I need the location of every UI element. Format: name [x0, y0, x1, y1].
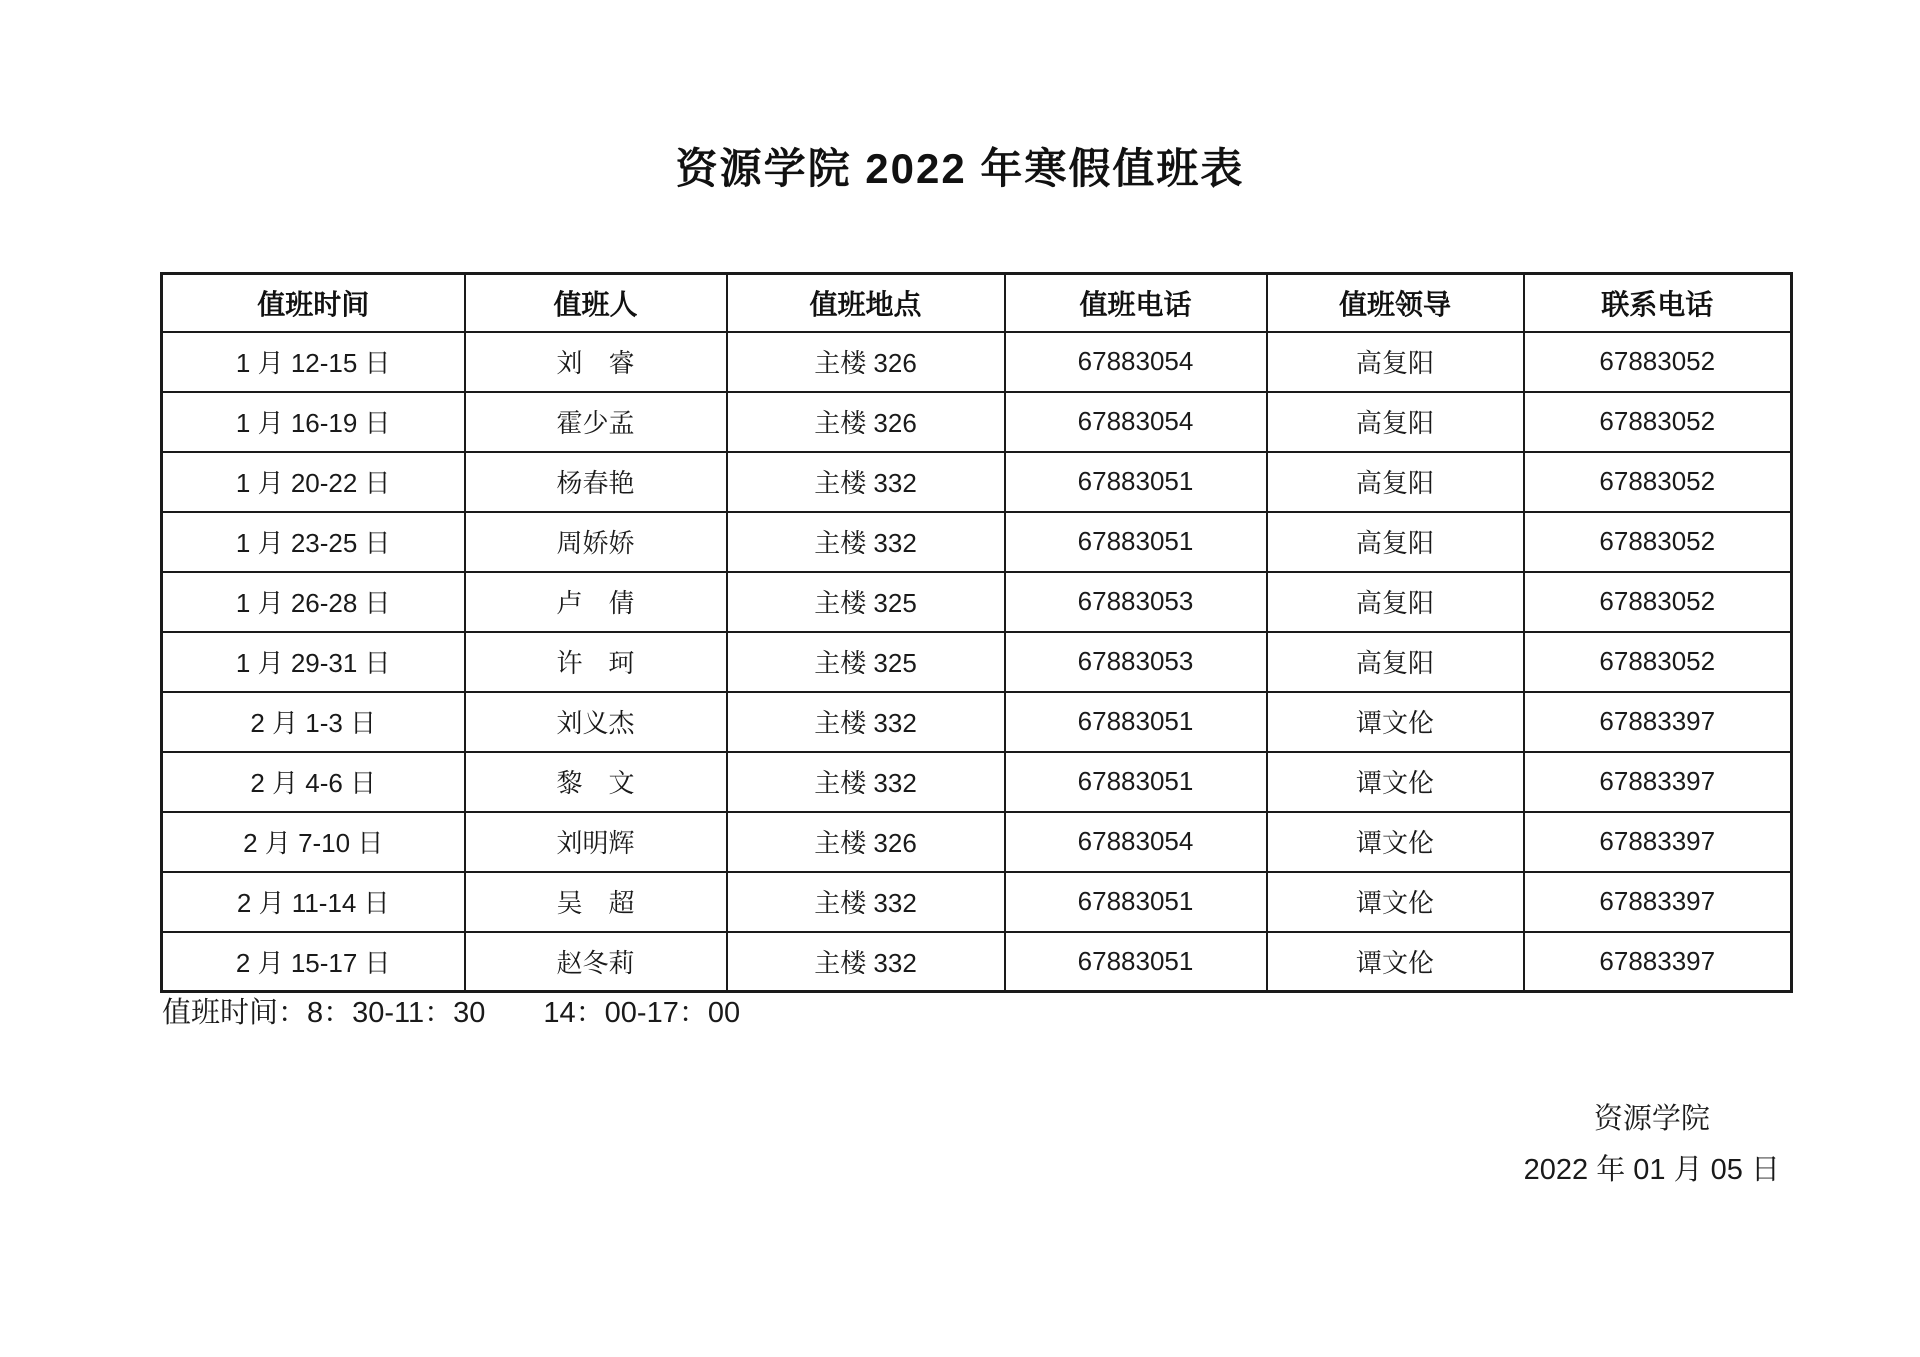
signature-org: 资源学院 [1593, 1103, 1710, 1135]
table-cell: 主楼 332 [727, 752, 1005, 812]
table-cell: 67883053 [1005, 572, 1267, 632]
table-row [162, 452, 1792, 512]
table-cell: 主楼 326 [727, 392, 1005, 452]
duty-hours-note: 值班时间：8：30-11：30 14：00-17：00 [162, 997, 741, 1029]
table-cell: 高复阳 [1267, 572, 1524, 632]
table-cell: 67883397 [1524, 872, 1792, 932]
table-row [162, 872, 1792, 932]
table-cell: 67883051 [1005, 452, 1267, 512]
table-cell: 2 月 1-3 日 [162, 692, 465, 752]
table-row [162, 572, 1792, 632]
duty-table [160, 272, 1793, 993]
table-cell: 2 月 7-10 日 [162, 812, 465, 872]
column-header: 值班时间 [162, 274, 465, 332]
table-cell: 67883051 [1005, 872, 1267, 932]
table-cell: 1 月 23-25 日 [162, 512, 465, 572]
table-cell: 67883051 [1005, 932, 1267, 992]
table-row [162, 932, 1792, 992]
table-cell: 2 月 11-14 日 [162, 872, 465, 932]
table-cell: 67883051 [1005, 512, 1267, 572]
table-cell: 谭文伦 [1267, 872, 1524, 932]
table-cell: 吴 超 [465, 872, 727, 932]
table-cell: 高复阳 [1267, 512, 1524, 572]
table-cell: 谭文伦 [1267, 812, 1524, 872]
table-cell: 1 月 26-28 日 [162, 572, 465, 632]
table-cell: 1 月 29-31 日 [162, 632, 465, 692]
table-row [162, 392, 1792, 452]
table-cell: 黎 文 [465, 752, 727, 812]
table-cell: 高复阳 [1267, 392, 1524, 452]
table-cell: 谭文伦 [1267, 932, 1524, 992]
table-cell: 67883397 [1524, 752, 1792, 812]
table-cell: 67883054 [1005, 812, 1267, 872]
column-header: 值班地点 [727, 274, 1005, 332]
table-cell: 主楼 325 [727, 632, 1005, 692]
table-cell: 1 月 20-22 日 [162, 452, 465, 512]
table-cell: 67883051 [1005, 752, 1267, 812]
table-cell: 主楼 332 [727, 512, 1005, 572]
table-cell: 67883051 [1005, 692, 1267, 752]
table-cell: 67883397 [1524, 812, 1792, 872]
table-cell: 赵冬莉 [465, 932, 727, 992]
table-cell: 67883052 [1524, 632, 1792, 692]
table-cell: 高复阳 [1267, 332, 1524, 392]
table-cell: 霍少孟 [465, 392, 727, 452]
table-cell: 刘义杰 [465, 692, 727, 752]
table-row [162, 812, 1792, 872]
table-cell: 许 珂 [465, 632, 727, 692]
table-cell: 刘明辉 [465, 812, 727, 872]
table-cell: 主楼 332 [727, 932, 1005, 992]
table-cell: 67883052 [1524, 572, 1792, 632]
table-cell: 主楼 326 [727, 332, 1005, 392]
page-title: 资源学院 2022 年寒假值班表 [675, 145, 1245, 192]
signature-date: 2022 年 01 月 05 日 [1523, 1153, 1780, 1186]
table-cell: 67883052 [1524, 392, 1792, 452]
table-cell: 卢 倩 [465, 572, 727, 632]
table-cell: 杨春艳 [465, 452, 727, 512]
table-cell: 高复阳 [1267, 632, 1524, 692]
table-row [162, 752, 1792, 812]
table-cell: 67883054 [1005, 392, 1267, 452]
table-body [162, 332, 1792, 992]
column-header: 值班领导 [1267, 274, 1524, 332]
table-cell: 67883052 [1524, 332, 1792, 392]
table-cell: 主楼 332 [727, 872, 1005, 932]
column-header: 值班电话 [1005, 274, 1267, 332]
table-row [162, 332, 1792, 392]
header-row [162, 274, 1792, 332]
table-cell: 67883052 [1524, 512, 1792, 572]
table-cell: 67883053 [1005, 632, 1267, 692]
table-cell: 主楼 332 [727, 452, 1005, 512]
table-row [162, 632, 1792, 692]
table-cell: 刘 睿 [465, 332, 727, 392]
table-cell: 2 月 4-6 日 [162, 752, 465, 812]
table-cell: 主楼 332 [727, 692, 1005, 752]
table-row [162, 692, 1792, 752]
table-cell: 67883052 [1524, 452, 1792, 512]
table-cell: 主楼 326 [727, 812, 1005, 872]
table-cell: 2 月 15-17 日 [162, 932, 465, 992]
signature-block [1524, 1094, 1780, 1196]
table-cell: 高复阳 [1267, 452, 1524, 512]
column-header: 联系电话 [1524, 274, 1792, 332]
table-cell: 主楼 325 [727, 572, 1005, 632]
table-cell: 谭文伦 [1267, 752, 1524, 812]
table-cell: 67883054 [1005, 332, 1267, 392]
column-header: 值班人 [465, 274, 727, 332]
table-cell: 周娇娇 [465, 512, 727, 572]
table-cell: 67883397 [1524, 692, 1792, 752]
table-cell: 67883397 [1524, 932, 1792, 992]
table-cell: 1 月 16-19 日 [162, 392, 465, 452]
table-row [162, 512, 1792, 572]
table-cell: 谭文伦 [1267, 692, 1524, 752]
table-cell: 1 月 12-15 日 [162, 332, 465, 392]
